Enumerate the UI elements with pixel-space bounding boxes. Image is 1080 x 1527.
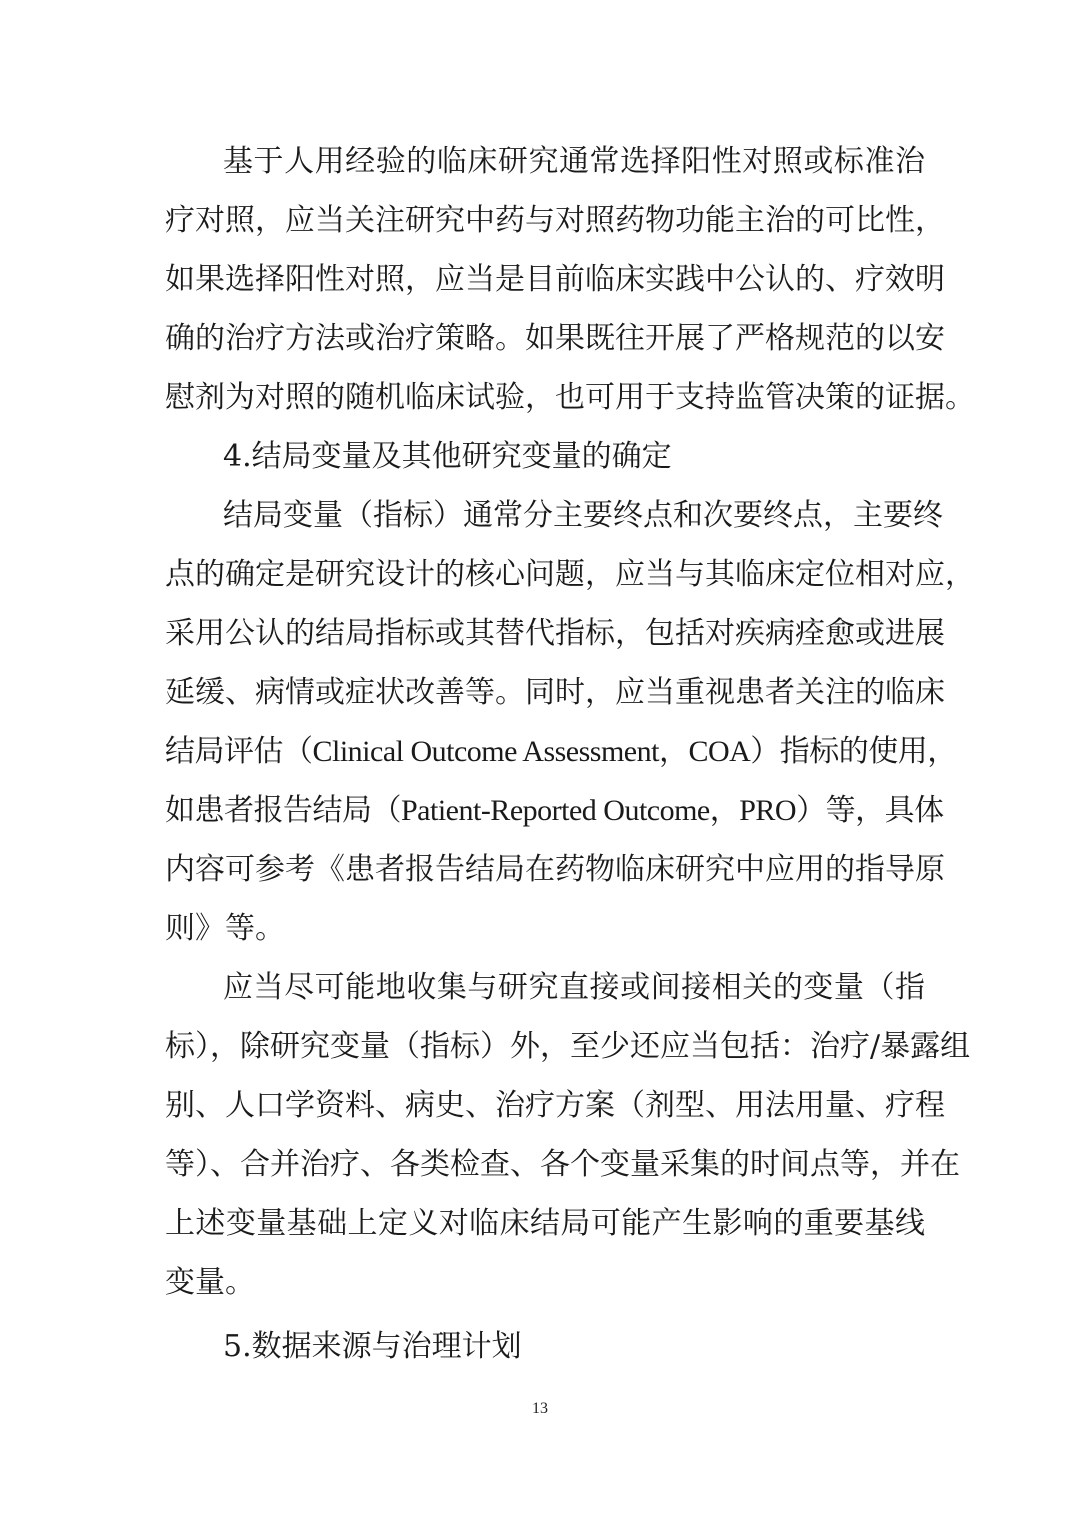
paragraph-line: 结局评估（Clinical Outcome Assessment，COA）指标的使用， — [165, 735, 957, 768]
document-body — [165, 132, 975, 1376]
paragraph-control-selection — [165, 132, 975, 427]
paragraph-line: 则》等。 — [165, 911, 285, 946]
paragraph-line: 确的治疗方法或治疗策略。如果既往开展了严格规范的以安 — [165, 321, 945, 356]
paragraph-line: 上述变量基础上定义对临床结局可能产生影响的重要基线 — [165, 1206, 925, 1241]
paragraph-line: 等）、合并治疗、各类检查、各个变量采集的时间点等，并在 — [165, 1147, 960, 1182]
paragraph-line: 慰剂为对照的随机临床试验，也可用于支持监管决策的证据。 — [165, 380, 975, 415]
paragraph-line: 延缓、病情或症状改善等。同时，应当重视患者关注的临床 — [165, 675, 945, 710]
paragraph-line: 如患者报告结局（Patient-Reported Outcome，PRO）等，具体 — [165, 794, 944, 827]
page-number: 13 — [532, 1400, 548, 1417]
section-heading-4: 4.结局变量及其他研究变量的确定 — [223, 439, 672, 474]
section-heading-5: 5.数据来源与治理计划 — [223, 1329, 522, 1364]
paragraph-line: 内容可参考《患者报告结局在药物临床研究中应用的指导原 — [165, 852, 945, 887]
paragraph-line: 变量。 — [165, 1265, 255, 1300]
paragraph-line: 基于人用经验的临床研究通常选择阳性对照或标准治 — [223, 144, 925, 179]
paragraph-other-variables — [165, 958, 971, 1312]
paragraph-outcome-variables — [165, 486, 975, 958]
paragraph-line: 别、人口学资料、病史、治疗方案（剂型、用法用量、疗程 — [165, 1088, 945, 1123]
paragraph-line: 采用公认的结局指标或其替代指标，包括对疾病痊愈或进展 — [165, 616, 945, 651]
paragraph-line: 疗对照，应当关注研究中药与对照药物功能主治的可比性， — [165, 203, 945, 238]
paragraph-line: 应当尽可能地收集与研究直接或间接相关的变量（指 — [223, 970, 925, 1005]
paragraph-line: 结局变量（指标）通常分主要终点和次要终点，主要终 — [223, 498, 943, 533]
paragraph-line: 标），除研究变量（指标）外，至少还应当包括：治疗/暴露组 — [165, 1029, 971, 1064]
paragraph-line: 如果选择阳性对照，应当是目前临床实践中公认的、疗效明 — [165, 262, 945, 297]
paragraph-line: 点的确定是研究设计的核心问题，应当与其临床定位相对应， — [165, 557, 975, 592]
